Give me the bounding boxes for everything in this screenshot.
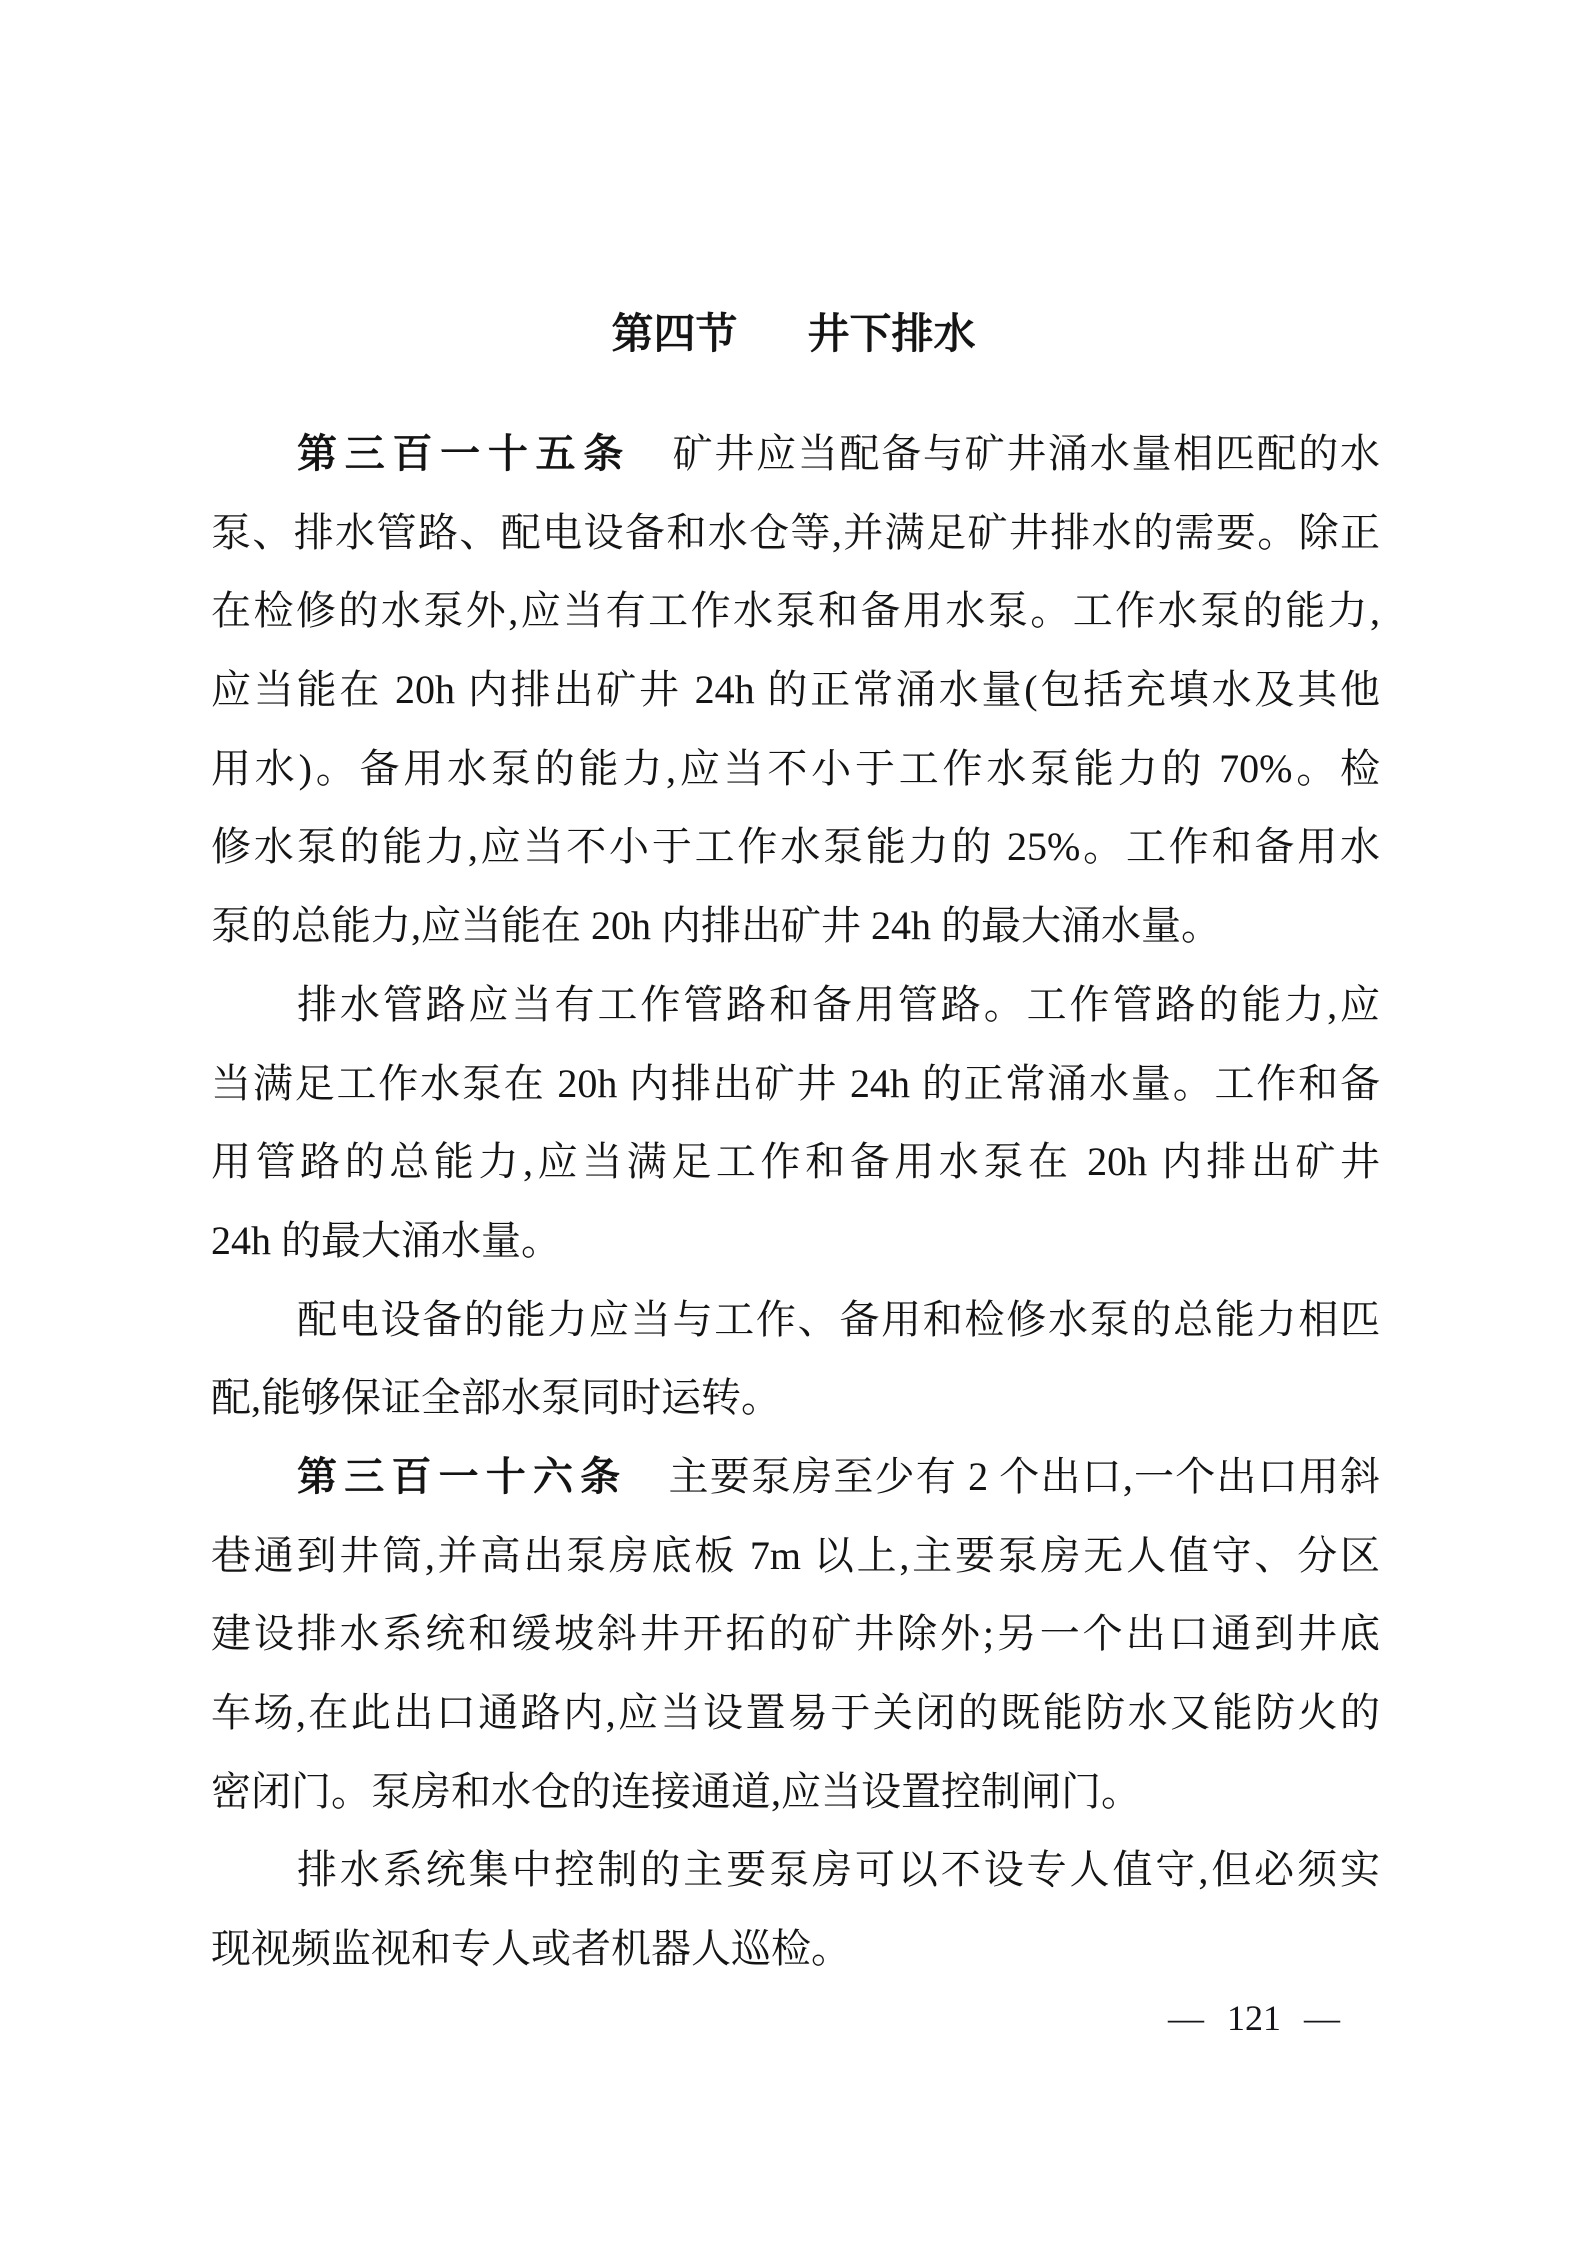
text-segment: 修水泵的能力,应当不小于工作水泵能力的 25%。工作和备用水: [211, 824, 1380, 870]
text-segment: 当满足工作水泵在 20h 内排出矿井 24h 的正常涌水量。工作和备: [211, 1060, 1380, 1106]
document-body: [211, 415, 1380, 1989]
text-line: [211, 1045, 1380, 1124]
text-line: [211, 1753, 1380, 1832]
text-line: [211, 887, 1380, 966]
page-number: — 121 —: [1168, 1998, 1340, 2038]
text-line: [211, 1123, 1380, 1202]
text-line: [211, 651, 1380, 730]
text-segment: 配电设备的能力应当与工作、备用和检修水泵的总能力相匹: [297, 1296, 1380, 1342]
text-line: [211, 1438, 1380, 1517]
text-line: [211, 808, 1380, 887]
paragraph: [211, 1281, 1380, 1438]
page-footer: [1168, 1996, 1340, 2040]
text-line: [211, 494, 1380, 573]
text-segment: 主要泵房至少有 2 个出口,一个出口用斜: [627, 1453, 1381, 1499]
text-segment: 车场,在此出口通路内,应当设置易于关闭的既能防水又能防火的: [211, 1690, 1380, 1735]
text-line: [211, 1831, 1380, 1910]
paragraph: [211, 1831, 1380, 1988]
text-segment: 矿井应当配备与矿井涌水量相匹配的水: [630, 431, 1381, 476]
text-segment: 密闭门。泵房和水仓的连接通道,应当设置控制闸门。: [211, 1768, 1141, 1814]
paragraph: [211, 415, 1380, 966]
text-line: [211, 1202, 1380, 1281]
text-line: [211, 1674, 1380, 1753]
text-line: [211, 1281, 1380, 1360]
text-line: [211, 572, 1380, 651]
section-title: [0, 312, 1587, 358]
text-segment: 现视频监视和专人或者机器人巡检。: [211, 1926, 851, 1972]
text-segment: 排水管路应当有工作管路和备用管路。工作管路的能力,应: [297, 981, 1380, 1027]
text-line: [211, 415, 1380, 494]
text-segment: 配,能够保证全部水泵同时运转。: [211, 1375, 781, 1421]
text-segment: 用管路的总能力,应当满足工作和备用水泵在 20h 内排出矿井: [211, 1139, 1380, 1185]
section-title-number: 第四节: [611, 312, 738, 358]
text-segment: 泵、排水管路、配电设备和水仓等,并满足矿井排水的需要。除正: [211, 509, 1380, 555]
text-segment: 应当能在 20h 内排出矿井 24h 的正常涌水量(包括充填水及其他: [211, 667, 1380, 713]
text-segment: 泵的总能力,应当能在 20h 内排出矿井 24h 的最大涌水量。: [211, 903, 1221, 949]
text-segment: 巷通到井筒,并高出泵房底板 7m 以上,主要泵房无人值守、分区: [211, 1532, 1380, 1578]
text-segment: 24h 的最大涌水量。: [211, 1217, 561, 1263]
text-line: [211, 1595, 1380, 1674]
text-line: [211, 1517, 1380, 1596]
paragraph: [211, 1438, 1380, 1831]
text-segment: 建设排水系统和缓坡斜井开拓的矿井除外;另一个出口通到井底: [211, 1611, 1380, 1657]
text-line: [211, 966, 1380, 1045]
text-segment: 在检修的水泵外,应当有工作水泵和备用水泵。工作水泵的能力,: [211, 588, 1380, 634]
text-line: [211, 1910, 1380, 1989]
text-segment: 用水)。备用水泵的能力,应当不小于工作水泵能力的 70%。检: [211, 745, 1380, 791]
text-line: [211, 730, 1380, 809]
text-line: [211, 1359, 1380, 1438]
article-number: 第三百一十六条: [297, 1454, 628, 1499]
section-title-text: 井下排水: [807, 312, 976, 358]
article-number: 第三百一十五条: [297, 432, 631, 476]
paragraph: [211, 966, 1380, 1281]
text-segment: 排水系统集中控制的主要泵房可以不设专人值守,但必须实: [297, 1847, 1380, 1893]
